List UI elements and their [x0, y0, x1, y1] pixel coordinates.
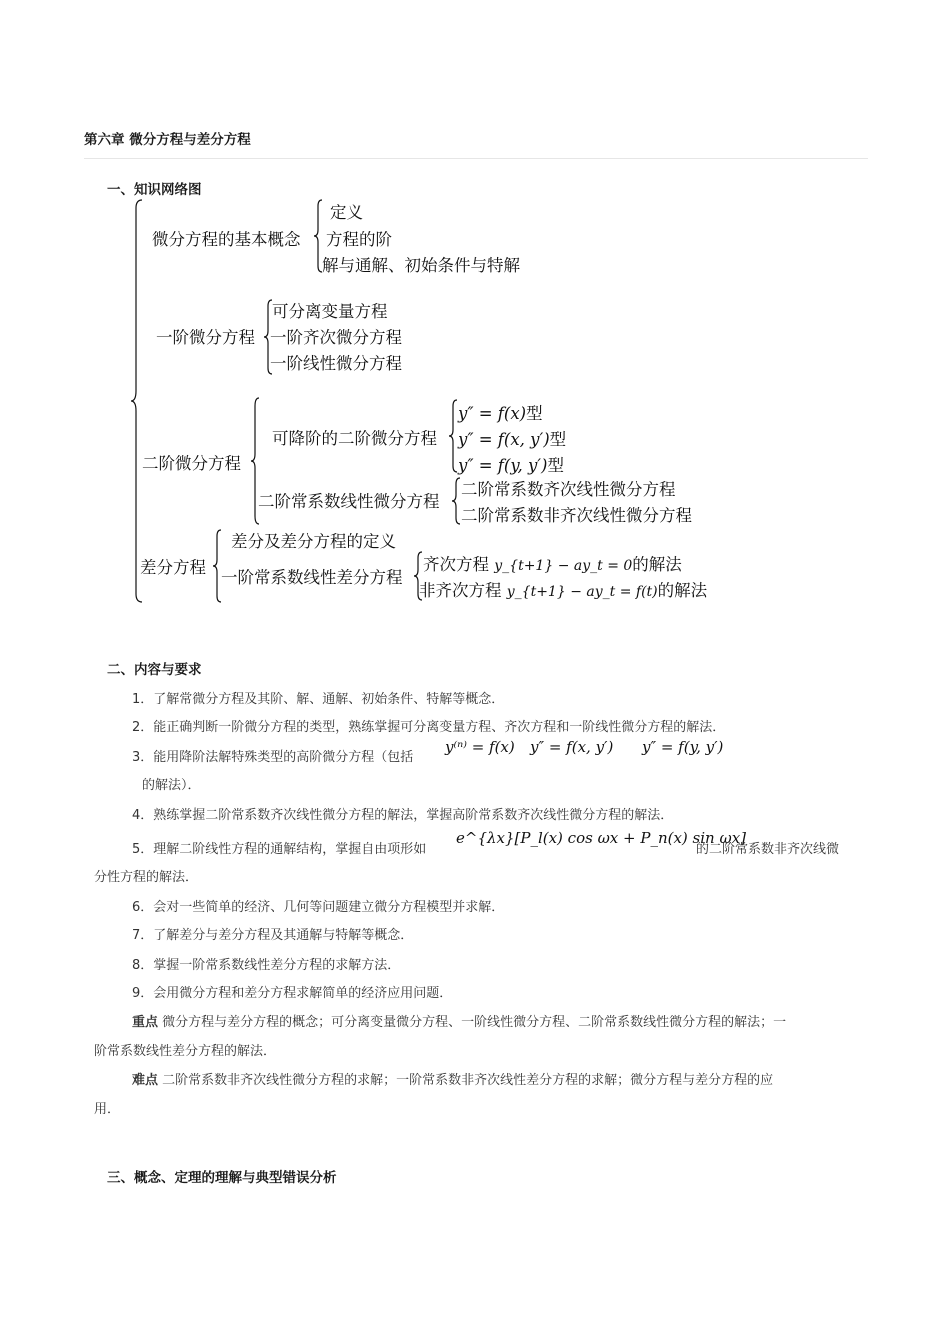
formula: y″ = f(x, y′): [458, 430, 550, 449]
tree-first-order-item: 可分离变量方程: [272, 302, 388, 321]
tree-basic-item: 方程的阶: [326, 230, 392, 249]
tree-difference-label: 差分方程: [140, 558, 206, 577]
formula: y″ = f(y, y′): [458, 456, 548, 475]
tree-reducible-item: [458, 400, 543, 424]
section2-heading: 二、内容与要求: [107, 662, 202, 678]
difficult-points-line: [132, 1069, 773, 1088]
tree-reducible-item: [458, 452, 564, 476]
tree-difference-item: [423, 551, 682, 575]
formula: y″ = f(x): [458, 404, 527, 423]
suffix: 的解法: [632, 555, 682, 574]
item3-formula: y″ = f(y, y′): [642, 738, 724, 756]
requirement-item: 2．能正确判断一阶微分方程的类型，熟练掌握可分离变量方程、齐次方程和一阶线性微分方程的解法．: [132, 720, 726, 735]
item3-formula: y″ = f(x, y′): [530, 738, 614, 756]
main-brace: [130, 198, 144, 604]
title-divider: [84, 158, 868, 159]
prefix: 非齐次方程: [419, 581, 507, 600]
tree-reducible-label: 可降阶的二阶微分方程: [272, 429, 437, 448]
requirement-item: 1．了解常微分方程及其阶、解、通解、初始条件、特解等概念．: [132, 692, 505, 707]
requirement-item: 8．掌握一阶常系数线性差分方程的求解方法．: [132, 958, 401, 973]
item3-formula: y⁽ⁿ⁾ = f(x): [445, 738, 515, 756]
requirement-item: 9．会用微分方程和差分方程求解简单的经济应用问题．: [132, 986, 453, 1001]
tree-linear-label: 二阶常系数线性微分方程: [258, 492, 440, 511]
chapter-title: 第六章 微分方程与差分方程: [84, 132, 251, 148]
section3-heading: 三、概念、定理的理解与典型错误分析: [107, 1170, 337, 1186]
key-points-line: [132, 1011, 786, 1030]
tree-first-order-label: 一阶微分方程: [156, 328, 255, 347]
tree-difference-first-order-label: 一阶常系数线性差分方程: [221, 568, 403, 587]
key-points-label: 重点: [132, 1015, 159, 1030]
suffix: 型: [526, 404, 543, 423]
requirement-item: 5．理解二阶线性方程的通解结构，掌握自由项形如: [132, 842, 427, 857]
tree-difference-item: [419, 577, 707, 601]
formula: y_{t+1} − ay_t = f(t): [506, 584, 658, 600]
tree-basic-label: 微分方程的基本概念: [152, 230, 301, 249]
requirement-item-continuation: 的二阶常系数非齐次线微: [696, 842, 840, 857]
item5-formula: e^{λx}[P_l(x) cos ωx + P_n(x) sin ωx]: [456, 829, 747, 847]
formula: y_{t+1} − ay_t = 0: [494, 558, 633, 574]
requirement-item: 6．会对一些简单的经济、几何等问题建立微分方程模型并求解．: [132, 900, 505, 915]
requirement-item: 4．熟练掌握二阶常系数齐次线性微分方程的解法，掌握高阶常系数齐次线性微分方程的解法．: [132, 808, 674, 823]
tree-first-order-item: 一阶线性微分方程: [270, 354, 402, 373]
key-points-continuation: 阶常系数线性差分方程的解法．: [94, 1044, 277, 1059]
difficult-points-label: 难点: [132, 1073, 159, 1088]
tree-basic-item: 定义: [330, 203, 363, 222]
requirement-item-continuation: 的解法）．: [142, 778, 201, 793]
tree-first-order-item: 一阶齐次微分方程: [270, 328, 402, 347]
prefix: 齐次方程: [423, 555, 495, 574]
tree-basic-item: 解与通解、初始条件与特解: [322, 256, 520, 275]
requirement-item: 7．了解差分与差分方程及其通解与特解等概念．: [132, 928, 414, 943]
requirement-item: 3．能用降阶法解特殊类型的高阶微分方程（包括: [132, 750, 414, 765]
suffix: 型: [549, 430, 567, 449]
key-points-text: 微分方程与差分方程的概念；可分离变量微分方程、一阶线性微分方程、二阶常系数线性微分方程的解法；一: [162, 1015, 787, 1030]
difficult-points-continuation: 用．: [94, 1102, 121, 1117]
suffix: 型: [547, 456, 564, 475]
tree-difference-definition: 差分及差分方程的定义: [231, 532, 396, 551]
tree-second-order-label: 二阶微分方程: [142, 454, 241, 473]
suffix: 的解法: [657, 581, 708, 600]
tree-linear-item: 二阶常系数齐次线性微分方程: [461, 480, 676, 499]
tree-linear-item: 二阶常系数非齐次线性微分方程: [461, 506, 692, 525]
section1-heading: 一、知识网络图: [107, 182, 202, 198]
requirement-item-continuation: 分性方程的解法．: [94, 870, 199, 885]
difficult-points-text: 二阶常系数非齐次线性微分方程的求解；一阶常系数非齐次线性差分方程的求解；微分方程与差分方程的应: [162, 1073, 774, 1088]
tree-reducible-item: [458, 426, 566, 450]
